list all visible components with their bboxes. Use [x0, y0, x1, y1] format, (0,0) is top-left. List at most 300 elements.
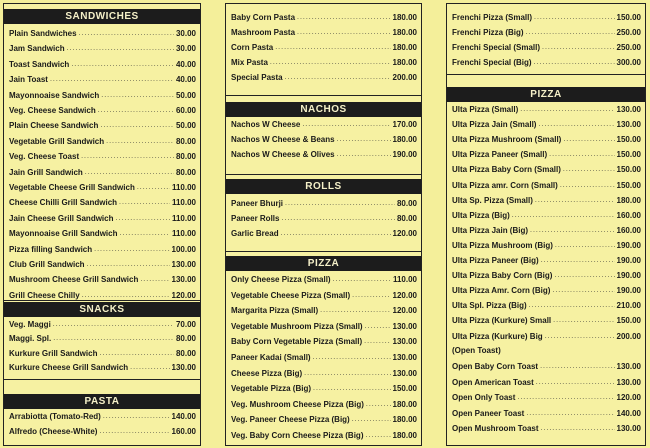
- section-heading-pizza: PIZZA: [226, 256, 421, 271]
- menu-item: [452, 391, 641, 405]
- dot-leader: [320, 304, 390, 318]
- dot-leader: [529, 299, 615, 313]
- menu-item: [231, 26, 417, 40]
- dot-leader: [337, 148, 391, 162]
- menu-item: [9, 73, 196, 87]
- menu-item-price: 130.00: [392, 321, 417, 331]
- menu-item-name: Vegetable Mushroom Pizza (Small): [231, 321, 363, 331]
- menu-item-price: 110.00: [171, 229, 196, 239]
- menu-item-price: 180.00: [392, 135, 417, 144]
- dot-leader: [67, 42, 174, 56]
- menu-item-name: Maggi. Spl.: [9, 334, 52, 344]
- menu-item-price: 180.00: [392, 415, 417, 425]
- section-divider: [226, 95, 421, 96]
- menu-item-name: Baby Corn Pasta: [231, 13, 296, 22]
- menu-item-name: Club Grill Sandwich: [9, 260, 85, 269]
- menu-item: [9, 196, 196, 210]
- menu-item-name: Only Cheese Pizza (Small): [231, 275, 331, 284]
- menu-item: [9, 104, 196, 118]
- menu-item-price: 80.00: [175, 152, 196, 162]
- menu-item-price: 30.00: [175, 44, 196, 54]
- menu-item-price: 150.00: [616, 316, 641, 326]
- dot-leader: [297, 26, 391, 40]
- menu-item-price: 190.00: [616, 256, 641, 265]
- menu-item-name: Open Mushroom Toast: [452, 424, 539, 433]
- menu-item: [231, 413, 417, 427]
- menu-item: [231, 41, 417, 55]
- menu-item-price: 130.00: [616, 120, 641, 130]
- menu-item: [9, 361, 196, 375]
- menu-item-price: 70.00: [175, 320, 196, 329]
- menu-item-price: 30.00: [175, 29, 196, 38]
- menu-item: [452, 330, 641, 344]
- dot-leader: [281, 212, 395, 226]
- menu-item-name: Ulta Pizza (Small): [452, 105, 519, 114]
- dot-leader: [270, 56, 391, 70]
- menu-item-name: Frenchi Pizza (Small): [452, 13, 533, 22]
- menu-item-name: Veg. Cheese Toast: [9, 152, 80, 162]
- dot-leader: [552, 284, 614, 298]
- dot-leader: [313, 382, 391, 396]
- menu-item-name: Paneer Rolls: [231, 214, 280, 223]
- menu-item-name: Paneer Kadai (Small): [231, 353, 311, 362]
- menu-item-name: Frenchi Special (Big): [452, 58, 532, 67]
- menu-item: [231, 148, 417, 162]
- dot-leader: [337, 133, 391, 147]
- dot-leader: [119, 196, 170, 210]
- dot-leader: [119, 227, 170, 241]
- menu-item: [231, 133, 417, 147]
- section-divider: [226, 174, 421, 175]
- menu-item-name: Ulta Pizza (Big): [452, 210, 510, 220]
- menu-item: [9, 318, 196, 332]
- menu-item-name: Mayonnoaise Grill Sandwich: [9, 229, 118, 239]
- menu-item: [452, 239, 641, 253]
- open-toast-label: [452, 344, 641, 358]
- menu-item-name: Ulta Spl. Pizza (Big): [452, 301, 527, 311]
- menu-item-price: 120.00: [616, 393, 641, 402]
- menu-item-price: 50.00: [175, 121, 196, 131]
- menu-item-price: 180.00: [392, 431, 417, 440]
- menu-item-price: 200.00: [392, 73, 417, 82]
- menu-item: [231, 289, 417, 303]
- menu-item: [231, 351, 417, 365]
- dot-leader: [534, 11, 615, 25]
- menu-item-name: Mushroom Cheese Grill Sandwich: [9, 275, 139, 285]
- menu-item-price: 210.00: [616, 301, 641, 311]
- menu-item-name: Ulta Pizza Paneer (Small): [452, 150, 548, 160]
- menu-item: [231, 304, 417, 318]
- menu-item-price: 110.00: [171, 183, 196, 192]
- section-heading-pizza-ulta: PIZZA: [447, 87, 645, 102]
- menu-item-price: 130.00: [392, 337, 417, 347]
- menu-item-price: 110.00: [171, 198, 196, 208]
- menu-item: [231, 273, 417, 287]
- dot-leader: [302, 118, 390, 132]
- menu-item-price: 140.00: [171, 412, 196, 421]
- menu-item-name: Baby Corn Vegetable Pizza (Small): [231, 337, 363, 347]
- dot-leader: [534, 56, 615, 70]
- menu-item-name: Vegetable Grill Sandwich: [9, 136, 105, 146]
- dot-leader: [275, 41, 390, 55]
- dot-leader: [285, 197, 395, 211]
- menu-item-name: Corn Pasta: [231, 43, 274, 52]
- menu-item-price: 150.00: [616, 165, 641, 175]
- menu-item: [231, 382, 417, 396]
- dot-leader: [545, 330, 615, 344]
- menu-item-price: 190.00: [616, 286, 641, 296]
- menu-item-price: 190.00: [616, 240, 641, 250]
- menu-item-price: 150.00: [616, 150, 641, 160]
- menu-column-2: [225, 3, 422, 446]
- menu-item: [9, 332, 196, 346]
- menu-item: [9, 273, 196, 287]
- menu-item-price: 150.00: [392, 384, 417, 394]
- menu-item: [452, 26, 641, 40]
- menu-item-name: Frenchi Special (Small): [452, 43, 541, 52]
- dot-leader: [281, 227, 391, 241]
- menu-item: [231, 212, 417, 226]
- dot-leader: [100, 119, 174, 133]
- menu-item: [452, 148, 641, 162]
- menu-item-price: 140.00: [616, 408, 641, 418]
- menu-item: [9, 166, 196, 180]
- dot-leader: [81, 150, 174, 164]
- dot-leader: [50, 73, 174, 87]
- dot-leader: [53, 318, 174, 332]
- dot-leader: [364, 335, 390, 349]
- dot-leader: [553, 314, 614, 328]
- menu-item-name: Ulta Pizza Baby Corn (Big): [452, 271, 553, 281]
- menu-item-price: 120.00: [392, 306, 417, 316]
- menu-item: [452, 284, 641, 298]
- menu-item-name: Kurkure Cheese Grill Sandwich: [9, 363, 129, 373]
- menu-item-name: Nachos W Cheese & Olives: [231, 150, 335, 159]
- menu-item: [9, 212, 196, 226]
- section-heading-rolls: ROLLS: [226, 179, 421, 194]
- menu-item-name: Ulta Pizza Jain (Big): [452, 225, 529, 235]
- menu-item-name: Vegetable Cheese Pizza (Small): [231, 290, 351, 300]
- menu-item: [9, 410, 196, 424]
- menu-item: [9, 258, 196, 272]
- menu-item: [452, 224, 641, 238]
- dot-leader: [542, 41, 615, 55]
- menu-item: [452, 314, 641, 328]
- menu-item: [9, 150, 196, 164]
- menu-item: [9, 89, 196, 103]
- menu-item-price: 250.00: [616, 28, 641, 37]
- dot-leader: [365, 320, 391, 334]
- menu-item: [452, 299, 641, 313]
- menu-item-name: Ulta Pizza Amr. Corn (Big): [452, 286, 551, 296]
- dot-leader: [555, 239, 615, 253]
- menu-item-name: Ulta Pizza Mushroom (Small): [452, 135, 562, 145]
- menu-item-name: Ulta Pizza (Kurkure) Big: [452, 331, 543, 341]
- dot-leader: [79, 27, 174, 41]
- menu-item: [452, 194, 641, 208]
- menu-item: [9, 181, 196, 195]
- menu-item-price: 80.00: [175, 136, 196, 146]
- menu-item: [231, 335, 417, 349]
- menu-item: [231, 367, 417, 381]
- menu-item-name: Ulta Sp. Pizza (Small): [452, 195, 533, 205]
- menu-item-price: 130.00: [616, 362, 641, 371]
- dot-leader: [71, 58, 174, 72]
- dot-leader: [101, 89, 174, 103]
- menu-item-name: Nachos W Cheese: [231, 120, 301, 129]
- dot-leader: [530, 224, 615, 238]
- menu-item-price: 120.00: [392, 290, 417, 300]
- menu-item: [9, 42, 196, 56]
- menu-item-price: 130.00: [171, 275, 196, 285]
- menu-item: [452, 179, 641, 193]
- menu-item-name: Mix Pasta: [231, 58, 268, 67]
- menu-item-price: 180.00: [392, 399, 417, 409]
- menu-item-name: Open American Toast: [452, 377, 534, 387]
- menu-item-name: Ulta Pizza Mushroom (Big): [452, 240, 553, 250]
- menu-item-price: 150.00: [616, 13, 641, 22]
- menu-item-name: Open Paneer Toast: [452, 408, 525, 418]
- menu-item-name: Garlic Bread: [231, 229, 279, 238]
- menu-item-name: Jain Toast: [9, 75, 48, 85]
- menu-item: [9, 227, 196, 241]
- dot-leader: [512, 209, 615, 223]
- menu-item-price: 60.00: [175, 106, 196, 115]
- section-heading-nachos: NACHOS: [226, 102, 421, 117]
- menu-item-price: 300.00: [616, 58, 641, 67]
- dot-leader: [115, 212, 169, 226]
- menu-item-price: 110.00: [392, 275, 417, 284]
- dot-leader: [563, 163, 615, 177]
- menu-item-name: Open Only Toast: [452, 393, 516, 402]
- dot-leader: [554, 269, 614, 283]
- dot-leader: [106, 135, 174, 149]
- menu-item-price: 150.00: [616, 135, 641, 145]
- menu-item-price: 200.00: [616, 331, 641, 341]
- menu-item-name: Paneer Bhurji: [231, 199, 284, 208]
- menu-item-price: 130.00: [392, 368, 417, 378]
- menu-item-name: Veg. Paneer Cheese Pizza (Big): [231, 415, 350, 425]
- dot-leader: [313, 351, 391, 365]
- dot-leader: [517, 391, 614, 405]
- menu-item-name: Veg. Mushroom Cheese Pizza (Big): [231, 399, 364, 409]
- menu-item-name: Veg. Baby Corn Cheese Pizza (Big): [231, 431, 364, 440]
- menu-item-price: 170.00: [392, 120, 417, 129]
- menu-item: [9, 425, 196, 439]
- dot-leader: [526, 26, 615, 40]
- menu-item: [231, 429, 417, 443]
- menu-item-price: 190.00: [616, 271, 641, 281]
- menu-item-name: Alfredo (Cheese-White): [9, 427, 98, 436]
- menu-item-name: Plain Cheese Sandwich: [9, 121, 99, 131]
- menu-item: [452, 41, 641, 55]
- menu-column-3: [446, 3, 646, 446]
- menu-item: [9, 27, 196, 41]
- menu-item: [9, 243, 196, 257]
- menu-item-price: 130.00: [392, 353, 417, 362]
- dot-leader: [99, 347, 174, 361]
- menu-item-price: 80.00: [175, 334, 196, 344]
- menu-item: [452, 422, 641, 436]
- dot-leader: [333, 273, 391, 287]
- menu-item-price: 80.00: [175, 348, 196, 358]
- dot-leader: [85, 166, 174, 180]
- menu-item-price: 100.00: [171, 244, 196, 254]
- menu-item-price: 180.00: [616, 195, 641, 205]
- menu-item-name: Jam Sandwich: [9, 44, 65, 54]
- dot-leader: [535, 194, 615, 208]
- menu-item: [9, 135, 196, 149]
- menu-item-name: Ulta Pizza Baby Corn (Small): [452, 165, 561, 175]
- menu-item: [231, 398, 417, 412]
- menu-item: [231, 56, 417, 70]
- dot-leader: [137, 181, 170, 195]
- menu-item: [452, 360, 641, 374]
- menu-item-price: 80.00: [396, 214, 417, 223]
- menu-item: [452, 254, 641, 268]
- dot-leader: [541, 422, 615, 436]
- open-toast-label-text: (Open Toast): [452, 346, 501, 355]
- menu-item: [9, 347, 196, 361]
- menu-item-name: Plain Sandwiches: [9, 29, 77, 38]
- dot-leader: [365, 429, 390, 443]
- section-heading-snacks: SNACKS: [4, 302, 200, 317]
- menu-item: [231, 320, 417, 334]
- menu-item-name: Grill Cheese Chilly: [9, 290, 80, 300]
- menu-item: [452, 376, 641, 390]
- dot-leader: [560, 179, 615, 193]
- section-divider: [4, 379, 200, 380]
- dot-leader: [297, 11, 391, 25]
- menu-item-price: 160.00: [616, 210, 641, 220]
- menu-item-price: 190.00: [392, 150, 417, 159]
- menu-item-price: 130.00: [616, 377, 641, 387]
- menu-item-name: Veg. Cheese Sandwich: [9, 106, 96, 115]
- menu-item-name: Jain Cheese Grill Sandwich: [9, 213, 114, 223]
- menu-item-price: 160.00: [616, 225, 641, 235]
- dot-leader: [285, 71, 391, 85]
- dot-leader: [526, 407, 614, 421]
- menu-item-price: 110.00: [171, 213, 196, 223]
- dot-leader: [541, 254, 615, 268]
- menu-item: [452, 133, 641, 147]
- menu-item-price: 130.00: [171, 363, 196, 373]
- dot-leader: [140, 273, 169, 287]
- dot-leader: [103, 410, 170, 424]
- menu-item: [452, 163, 641, 177]
- menu-item-name: Ulta Pizza Jain (Small): [452, 120, 537, 130]
- menu-item: [231, 11, 417, 25]
- dot-leader: [366, 398, 391, 412]
- menu-item-name: Toast Sandwich: [9, 59, 70, 69]
- dot-leader: [352, 289, 390, 303]
- menu-item-price: 180.00: [392, 28, 417, 37]
- menu-item-name: Frenchi Pizza (Big): [452, 28, 524, 37]
- menu-item-price: 250.00: [616, 43, 641, 52]
- menu-item-name: Vegetable Pizza (Big): [231, 384, 312, 394]
- menu-item-name: Ulta Pizza (Kurkure) Small: [452, 316, 552, 326]
- menu-item: [452, 269, 641, 283]
- menu-item-name: Kurkure Grill Sandwich: [9, 348, 98, 358]
- menu-item-price: 150.00: [616, 180, 641, 190]
- section-divider: [447, 74, 645, 75]
- menu-item: [231, 118, 417, 132]
- menu-item-name: Mashroom Pasta: [231, 28, 296, 37]
- menu-item: [231, 197, 417, 211]
- dot-leader: [130, 361, 169, 375]
- dot-leader: [549, 148, 614, 162]
- menu-item-name: Special Pasta: [231, 73, 283, 82]
- menu-item-name: Veg. Maggi: [9, 320, 51, 329]
- dot-leader: [536, 376, 615, 390]
- menu-item-price: 130.00: [616, 105, 641, 114]
- dot-leader: [538, 118, 614, 132]
- dot-leader: [352, 413, 391, 427]
- menu-item-name: Arrabiotta (Tomato-Red): [9, 412, 101, 421]
- menu-item-price: 130.00: [616, 424, 641, 433]
- menu-item: [9, 58, 196, 72]
- menu-item: [452, 103, 641, 117]
- dot-leader: [540, 360, 614, 374]
- menu-item-name: Vegetable Cheese Grill Sandwich: [9, 183, 135, 192]
- dot-leader: [99, 425, 169, 439]
- menu-item-price: 180.00: [392, 43, 417, 52]
- section-heading-pasta: PASTA: [4, 394, 200, 409]
- menu-item-name: Pizza filling Sandwich: [9, 244, 93, 254]
- menu-item-price: 40.00: [175, 59, 196, 69]
- menu-item-price: 40.00: [175, 75, 196, 85]
- menu-item-name: Cheese Chilli Grill Sandwich: [9, 198, 118, 208]
- menu-item-name: Open Baby Corn Toast: [452, 362, 539, 371]
- menu-item-name: Ulta Pizza amr. Corn (Small): [452, 180, 558, 190]
- dot-leader: [87, 258, 170, 272]
- menu-item: [452, 11, 641, 25]
- menu-item-price: 160.00: [171, 427, 196, 436]
- menu-column-1: [3, 3, 201, 446]
- dot-leader: [304, 367, 390, 381]
- menu-item: [452, 209, 641, 223]
- section-divider: [4, 300, 200, 301]
- menu-item-name: Mayonnoaise Sandwich: [9, 90, 100, 100]
- menu-item-name: Margarita Pizza (Small): [231, 306, 319, 316]
- dot-leader: [94, 243, 169, 257]
- menu-item-price: 120.00: [392, 229, 417, 238]
- menu-item-name: Jain Grill Sandwich: [9, 167, 83, 177]
- menu-item: [452, 118, 641, 132]
- menu-item-name: Ulta Pizza Paneer (Big): [452, 256, 539, 265]
- menu-item-price: 80.00: [396, 199, 417, 208]
- menu-item-price: 50.00: [175, 90, 196, 100]
- menu-item-price: 120.00: [171, 290, 196, 300]
- menu-item-price: 130.00: [171, 260, 196, 269]
- menu-item: [231, 71, 417, 85]
- dot-leader: [563, 133, 614, 147]
- menu-item-name: Cheese Pizza (Big): [231, 368, 303, 378]
- menu-item-name: Nachos W Cheese & Beans: [231, 135, 335, 144]
- menu-item: [9, 119, 196, 133]
- menu-item: [452, 407, 641, 421]
- menu-item: [231, 227, 417, 241]
- menu-item: [452, 56, 641, 70]
- dot-leader: [98, 104, 174, 118]
- menu-item-price: 80.00: [175, 167, 196, 177]
- section-divider: [226, 251, 421, 252]
- section-heading-sandwiches: SANDWICHES: [4, 9, 200, 24]
- menu-item-price: 180.00: [392, 13, 417, 22]
- menu-item-price: 180.00: [392, 58, 417, 67]
- dot-leader: [520, 103, 614, 117]
- dot-leader: [53, 332, 174, 346]
